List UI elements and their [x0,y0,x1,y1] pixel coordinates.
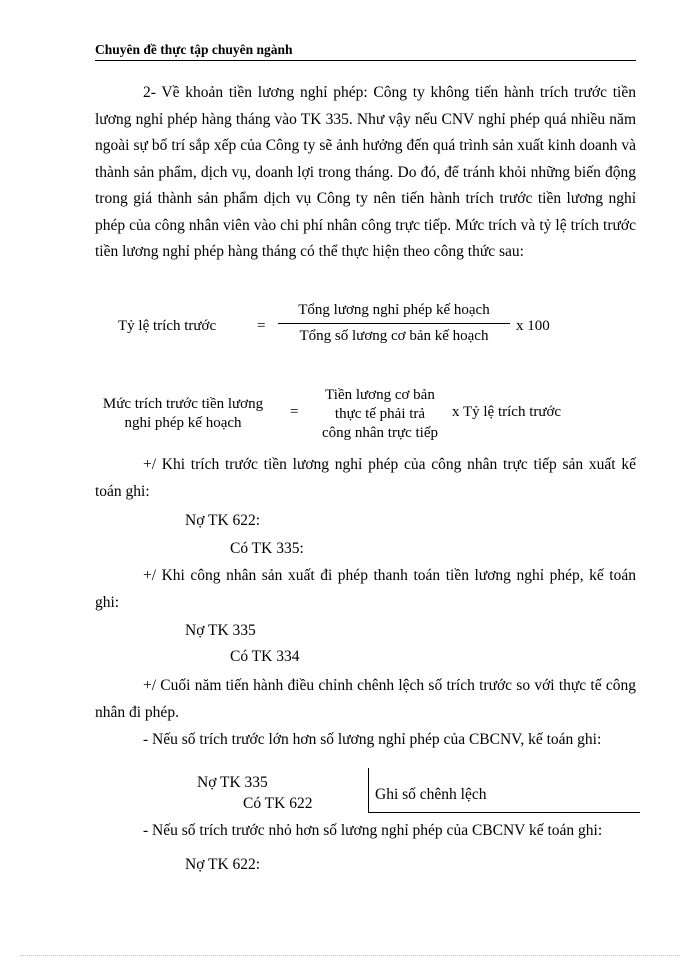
case3-sub1-note: Ghi số chênh lệch [375,786,487,803]
formula2-lhs [88,395,278,433]
case1-paragraph: +/ Khi trích trước tiền lương nghỉ phép của công nhân trực tiếp sản xuất kế toán ghi: [95,456,636,500]
page-bottom-border [20,955,680,956]
running-header: Chuyên đề thực tập chuyên ngành [95,42,293,57]
formula1-denominator: Tổng số lương cơ bản kế hoạch [299,328,489,344]
case1-credit: Có TK 335: [230,540,304,557]
case3-paragraph: +/ Cuối năm tiến hành điều chỉnh chênh lệch số trích trước so với thực tế công nhân đi phép. [95,677,636,721]
formula2-lhs-line1: Mức trích trước tiền lương [102,396,264,412]
formula1-numerator: Tổng lương nghỉ phép kế hoạch [278,302,510,324]
case3-sub1-credit: Có TK 622 [243,795,313,812]
formula2-middle [305,386,455,443]
case3-sub1: - Nếu số trích trước lớn hơn số lương nghỉ phép của CBCNV, kế toán ghi: [143,731,602,748]
intro-paragraph: 2- Về khoản tiền lương nghỉ phép: Công ty không tiến hành trích trước tiền lương nghỉ phép hàng tháng vào TK 335. Như vậy nếu CNV nghỉ phép quá nhiều năm ngoài sự bố trí sắp xếp của Công ty sẽ ảnh hưởng đến quá trình sản xuất kinh doanh và thành sản phẩm, dịch vụ, doanh lợi trong tháng. Do đó, để tránh khỏi những biến động trong giá thành sản phẩm dịch vụ Công ty nên tiến hành trích trước tiền lương nghỉ phép của công nhân viên vào chi phí nhân công trực tiếp. Mức trích và tỷ lệ trích trước tiền lương nghỉ phép hàng tháng có thể thực hiện theo công thức sau: [95,84,636,260]
case2-debit: Nợ TK 335 [185,622,256,639]
note-horizontal-rule [368,812,640,813]
case2-credit: Có TK 334 [230,648,300,665]
formula2-equals: = [290,404,299,420]
case3-sub1-debit: Nợ TK 335 [197,774,268,791]
formula1-multiplier: x 100 [516,318,550,334]
case2-paragraph: +/ Khi công nhân sản xuất đi phép thanh toán tiền lương nghỉ phép, kế toán ghi: [95,567,636,611]
case3-sub2-debit: Nợ TK 622: [185,856,261,873]
header-rule [95,60,636,61]
formula1-equals: = [257,318,266,334]
formula2-mid-line1: Tiền lương cơ bản [325,387,435,403]
formula2-mid-line2: thực tế phải trả [334,406,426,422]
formula2-rhs: x Tỷ lệ trích trước [452,404,562,420]
formula1-fraction [278,302,510,345]
case1-debit: Nợ TK 622: [185,512,261,529]
formula2-lhs-line2: nghỉ phép kế hoạch [124,415,242,431]
case3-sub2: - Nếu số trích trước nhỏ hơn số lương nghỉ phép của CBCNV kế toán ghi: [143,822,603,839]
formula1-lhs: Tỷ lệ trích trước [118,318,217,334]
formula2-mid-line3: công nhân trực tiếp [321,425,438,441]
note-vertical-rule [368,768,369,812]
